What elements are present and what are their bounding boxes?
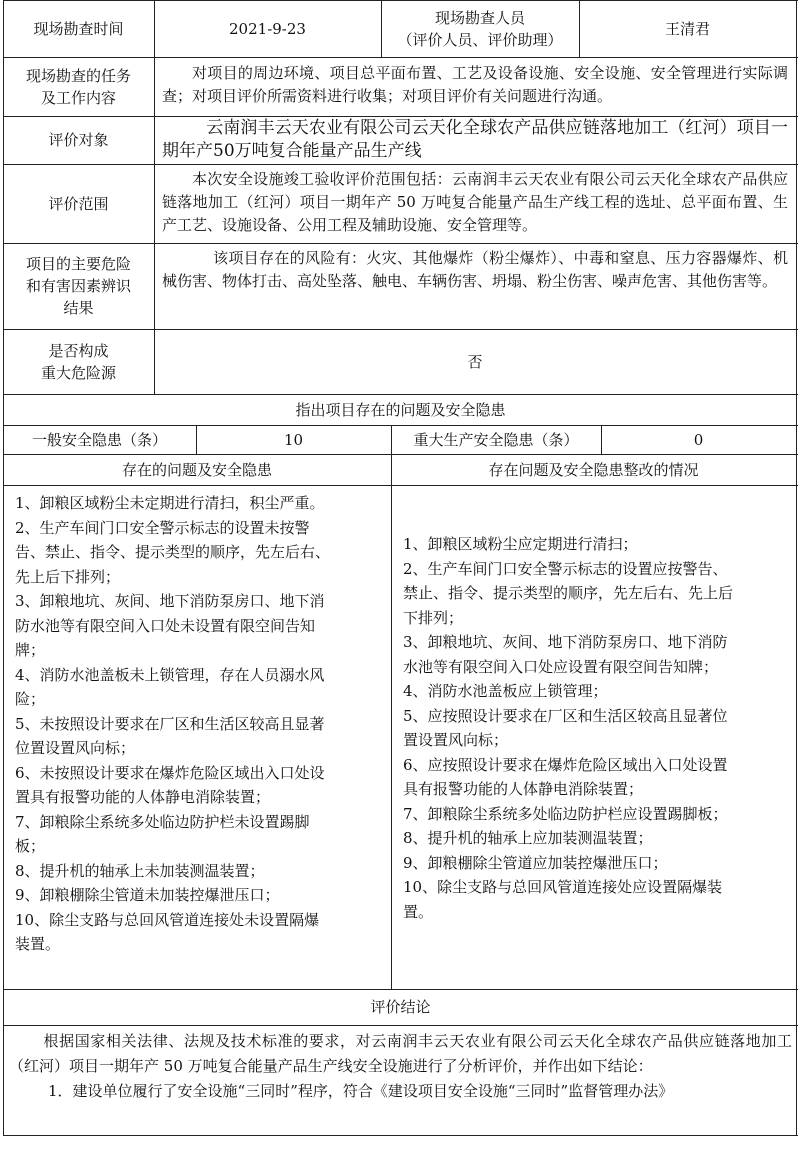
rectification-line: 置。 (403, 902, 434, 921)
hazards-label-line: 结果 (63, 299, 94, 317)
issue-line: 1、卸粮区域粉尘未定期进行清扫，积尘严重。 (15, 494, 325, 512)
rectification-line: 7、卸粮除尘系统多处临边防护栏应设置踢脚板； (403, 804, 728, 823)
hazards-label-line: 项目的主要危险 (25, 255, 131, 273)
evaluation-record-table (3, 0, 798, 1136)
rectification-line: 6、应按照设计要求在爆炸危险区域出入口处设置 (403, 755, 728, 774)
rectification-line: 9、卸粮棚除尘管道应加装控爆泄压口； (403, 853, 668, 872)
major-hazard-value: 否 (467, 352, 483, 371)
general-hazard-count-value: 10 (283, 430, 304, 449)
general-hazard-count-label: 一般安全隐患（条） (31, 430, 167, 449)
conclusion-body (3, 1025, 798, 1135)
issue-line: 装置。 (15, 935, 61, 953)
issue-line: 板； (15, 837, 46, 855)
task-label (3, 57, 154, 116)
issue-line: 防水池等有限空间入口处未设置有限空间告知 (15, 616, 316, 635)
task-label-line: 及工作内容 (40, 88, 116, 107)
rectification-line: 3、卸粮地坑、灰间、地下消防泵房口、地下消防 (403, 633, 728, 651)
table-border-right (796, 0, 797, 1136)
rectification-line: 5、应按照设计要求在厂区和生活区较高且显著位 (403, 706, 728, 725)
issue-line: 10、除尘支路与总回风管道连接处未设置隔爆 (15, 910, 320, 929)
major-hazard-label-line: 重大危险源 (40, 363, 116, 382)
conclusion-paragraph: 根据国家相关法律、法规及技术标准的要求，对云南润丰云天农业有限公司云天化全球农产品供应链落地加工（红河）项目一期年产 50 万吨复合能量产品生产线安全设施进行了分析评价，并作出如下结论： (9, 1032, 792, 1075)
rectification-line: 10、除尘支路与总回风管道连接处应设置隔爆装 (403, 878, 723, 896)
table-border-bottom (3, 1135, 798, 1136)
rectification-list (391, 485, 796, 989)
scope-label: 评价范围 (48, 194, 109, 213)
issue-line: 2、生产车间门口安全警示标志的设置未按警 (15, 518, 310, 537)
rectification-line: 禁止、指令、提示类型的顺序，先左后右、先上后 (403, 584, 734, 602)
hazards-label (3, 243, 154, 329)
issue-line: 7、卸粮除尘系统多处临边防护栏未设置踢脚 (15, 812, 310, 831)
major-hazard-label-line: 是否构成 (48, 341, 109, 360)
issue-line: 3、卸粮地坑、灰间、地下消防泵房口、地下消 (15, 592, 325, 610)
survey-staff-label-line: （评价人员、评价助理） (397, 30, 563, 49)
issue-line: 4、消防水池盖板未上锁管理，存在人员溺水风 (15, 665, 325, 684)
rectification-line: 具有报警功能的人体静电消除装置； (403, 780, 644, 798)
object-content: 云南润丰云天农业有限公司云天化全球农产品供应链落地加工（红河）项目一期年产50万吨复合能量产品生产线 (162, 118, 788, 161)
issues-list (3, 485, 391, 989)
rectification-line: 8、提升机的轴承上应加装测温装置； (403, 829, 653, 847)
issue-line: 5、未按照设计要求在厂区和生活区较高且显著 (15, 714, 325, 733)
issue-line: 告、禁止、指令、提示类型的顺序，先左后右、 (15, 543, 331, 561)
issue-line: 6、未按照设计要求在爆炸危险区域出入口处设 (15, 763, 325, 782)
hazards-label-line: 和有害因素辨识 (25, 277, 131, 295)
task-label-line: 现场勘查的任务 (25, 66, 131, 85)
issue-line: 险； (15, 690, 46, 708)
conclusion-title: 评价结论 (370, 998, 431, 1016)
hazards-content: 该项目存在的风险有：火灾、其他爆炸（粉尘爆炸）、中毒和窒息、压力容器爆炸、机械伤害、物体打击、高处坠落、触电、车辆伤害、坍塌、粉尘伤害、噪声危害、其他伤害等。 (162, 249, 788, 290)
rectification-line: 2、生产车间门口安全警示标志的设置应按警告、 (403, 559, 728, 578)
rectification-line: 1、卸粮区域粉尘应定期进行清扫； (403, 535, 638, 553)
major-hazard-label (3, 329, 154, 394)
issues-list-header: 存在的问题及安全隐患 (121, 460, 272, 479)
issues-section-title: 指出项目存在的问题及安全隐患 (295, 400, 506, 419)
task-content: 对项目的周边环境、项目总平面布置、工艺及设备设施、安全设施、安全管理进行实际调查；对项目评价所需资料进行收集；对项目评价有关问题进行沟通。 (162, 64, 788, 105)
rectification-line: 4、消防水池盖板应上锁管理； (403, 682, 608, 700)
issue-line: 8、提升机的轴承上未加装测温装置； (15, 861, 265, 880)
issue-line: 牌； (15, 641, 46, 659)
rectification-list-header: 存在问题及安全隐患整改的情况 (488, 460, 699, 479)
object-label: 评价对象 (48, 131, 109, 149)
rectification-line: 下排列； (403, 608, 464, 627)
rectification-line: 置设置风向标； (403, 731, 509, 749)
issue-line: 先上后下排列； (15, 567, 121, 586)
issue-line: 置具有报警功能的人体静电消除装置； (15, 788, 271, 806)
survey-staff-label-line: 现场勘查人员 (434, 8, 525, 27)
survey-staff-label (381, 0, 579, 57)
issue-line: 9、卸粮棚除尘管道未加装控爆泄压口； (15, 886, 280, 904)
conclusion-item: 1．建设单位履行了安全设施“三同时”程序，符合《建设项目安全设施“三同时”监督管理办法》 (48, 1082, 674, 1100)
survey-time-label: 现场勘查时间 (33, 19, 124, 38)
rectification-line: 水池等有限空间入口处应设置有限空间告知牌； (403, 657, 719, 676)
survey-staff-value: 王清君 (664, 19, 710, 38)
scope-content: 本次安全设施竣工验收评价范围包括：云南润丰云天农业有限公司云天化全球农产品供应链落地加工（红河）项目一期年产 50 万吨复合能量产品生产线工程的选址、总平面布置、生产工艺、设施设备、公用工程及辅助设施、安全管理等。 (162, 170, 788, 234)
survey-time-value: 2021-9-23 (229, 19, 306, 38)
issue-line: 位置设置风向标； (15, 739, 136, 757)
major-hazard-count-value: 0 (693, 430, 704, 449)
major-hazard-count-label: 重大生产安全隐患（条） (413, 430, 579, 449)
